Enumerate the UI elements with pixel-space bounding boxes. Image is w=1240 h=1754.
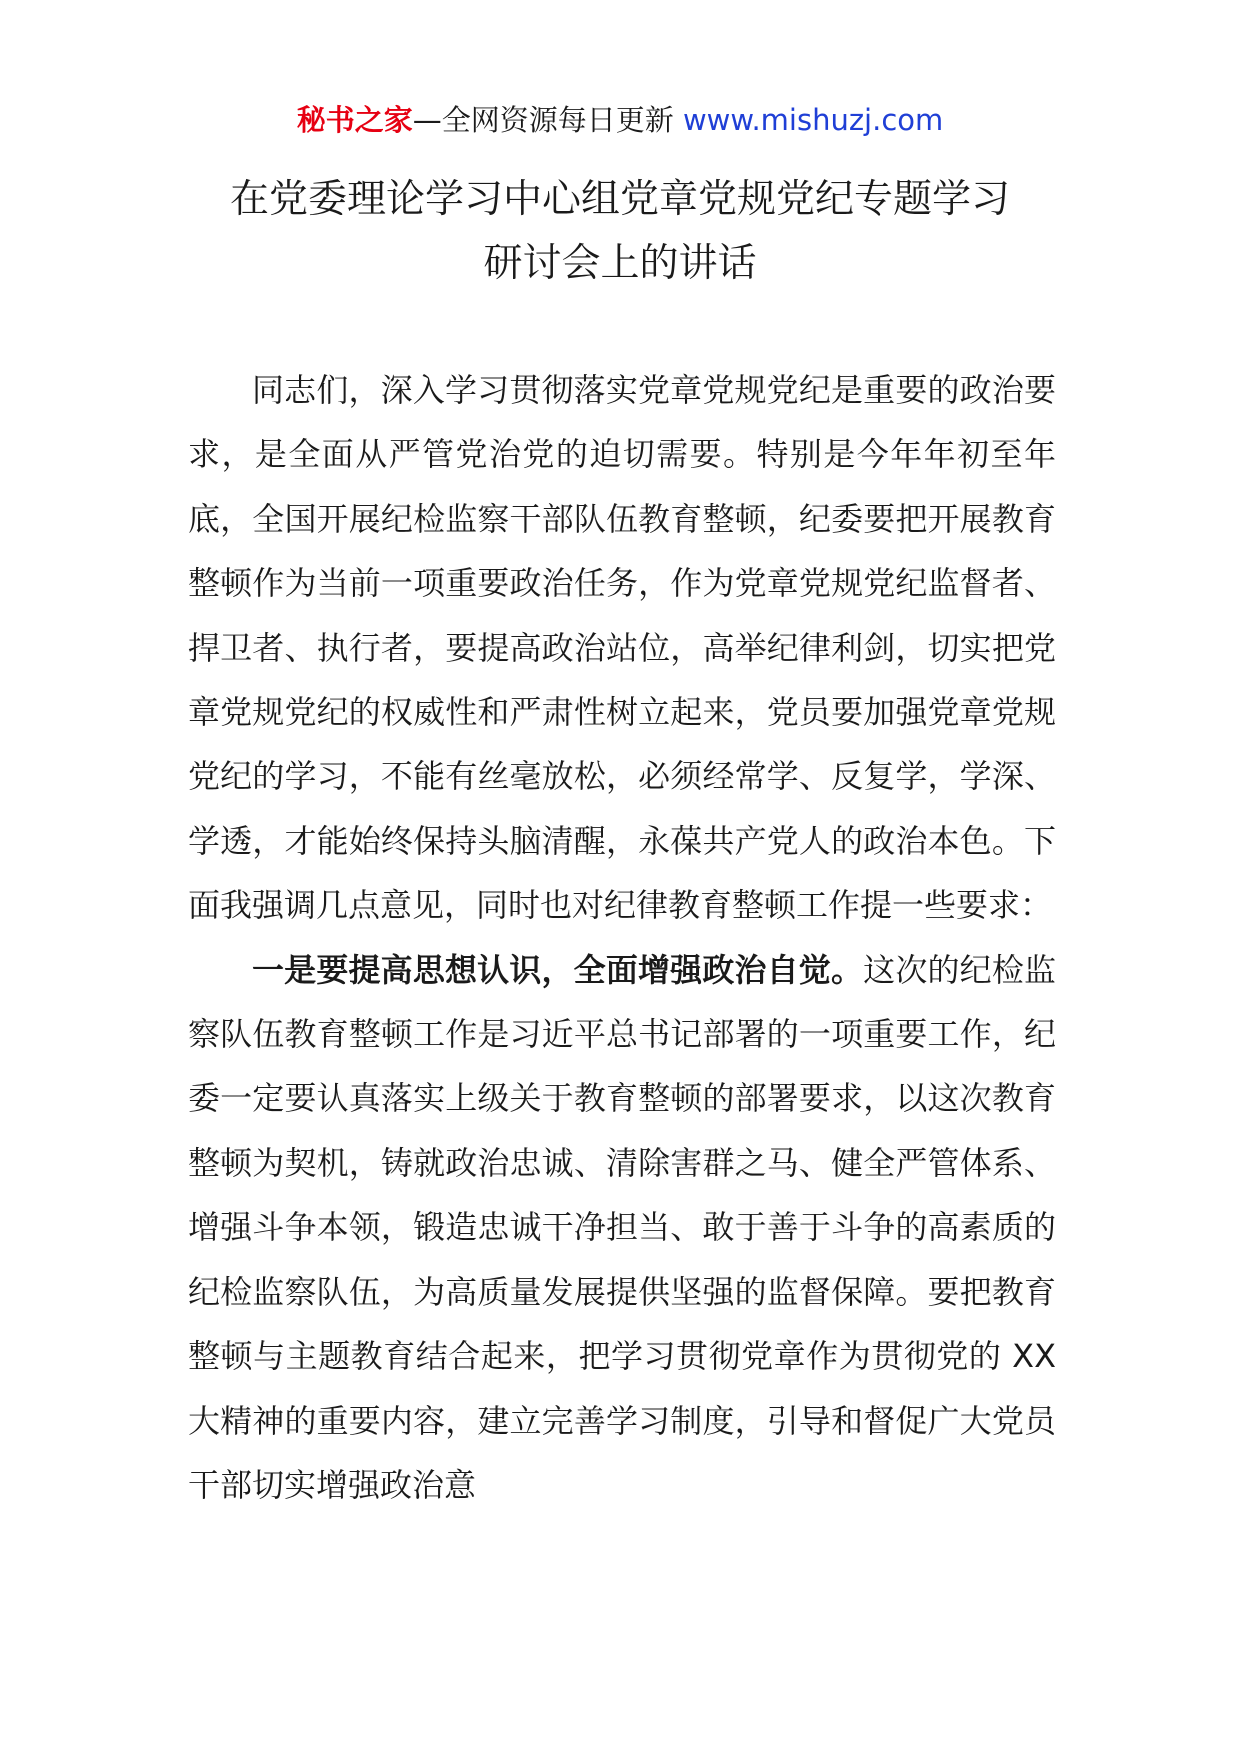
paragraph-point-one — [188, 938, 1056, 1518]
title-line-1: 在党委理论学习中心组党章党规党纪专题学习 — [229, 177, 1010, 222]
site-banner — [0, 100, 1240, 140]
brand-name: 秘书之家 — [296, 103, 413, 137]
document-body — [188, 358, 1056, 1517]
paragraph-point-one-text: 这次的纪检监察队伍教育整顿工作是习近平总书记部署的一项重要工作，纪委一定要认真落实上级关于教育整顿的部署要求，以这次教育整顿为契机，铸就政治忠诚、清除害群之马、健全严管体系、增强斗争本领，锻造忠诚干净担当、敢于善于斗争的高素质的纪检监察队伍，为高质量发展提供坚强的监督保障。要把教育整顿与主题教育结合起来，把学习贯彻党章作为贯彻党的 XX 大精神的重要内容，建立完善学习制度，引导和督促广大党员干部切实增强政治意 — [188, 950, 1056, 1504]
site-url[interactable]: www.mishuzj.com — [682, 103, 944, 137]
paragraph-intro-text: 同志们，深入学习贯彻落实党章党规党纪是重要的政治要求，是全面从严管党治党的迫切需要。特别是今年年初至年底，全国开展纪检监察干部队伍教育整顿，纪委要把开展教育整顿作为当前一项重要政治任务，作为党章党规党纪监督者、捍卫者、执行者，要提高政治站位，高举纪律利剑，切实把党章党规党纪的权威性和严肃性树立起来，党员要加强党章党规党纪的学习，不能有丝毫放松，必须经常学、反复学，学深、学透，才能始终保持头脑清醒，永葆共产党人的政治本色。下面我强调几点意见，同时也对纪律教育整顿工作提一些要求： — [188, 371, 1056, 925]
title-line-2: 研讨会上的讲话 — [483, 241, 757, 286]
paragraph-intro — [188, 358, 1056, 938]
paragraph-point-one-heading: 一是要提高思想认识，全面增强政治自觉。 — [252, 950, 864, 989]
document-title — [120, 168, 1120, 296]
banner-tagline: —全网资源每日更新 — [412, 103, 674, 137]
